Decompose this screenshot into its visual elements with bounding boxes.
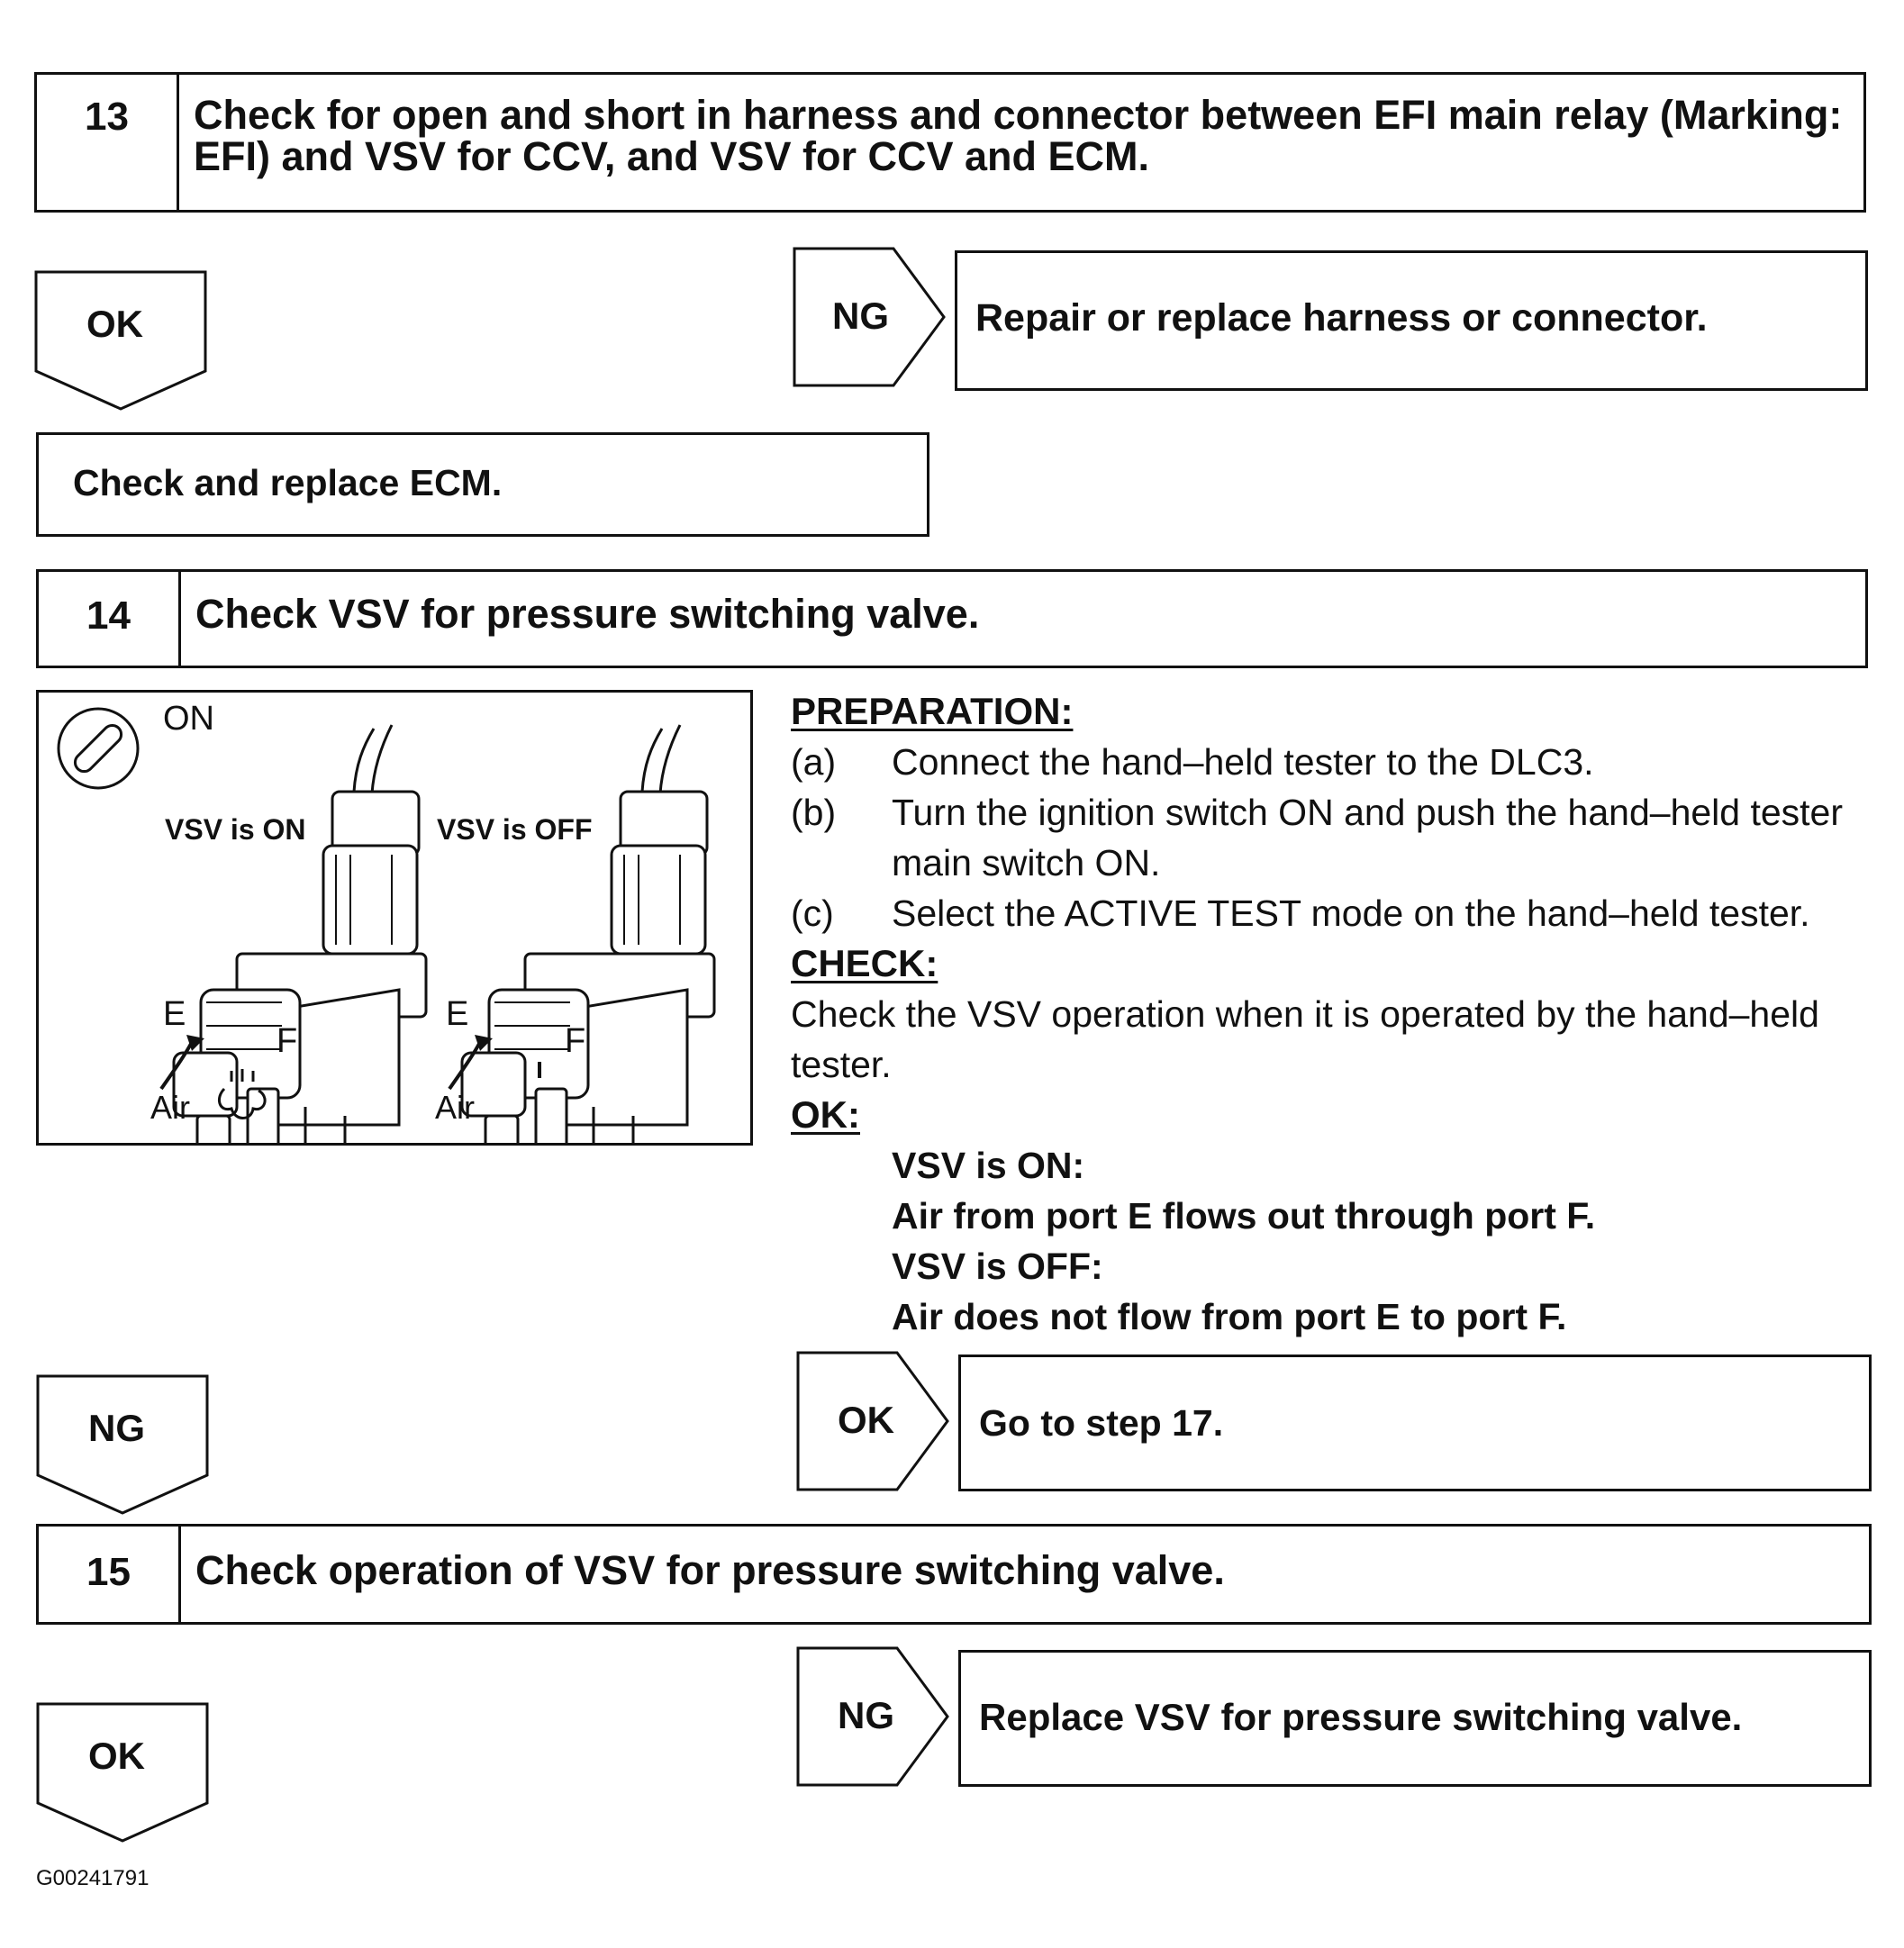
ok-arrow-label: OK xyxy=(86,303,143,345)
on-label: ON xyxy=(163,700,214,738)
port-f-label: F xyxy=(565,1022,586,1060)
ng-arrow-label: NG xyxy=(832,294,889,337)
port-e-label: E xyxy=(446,995,469,1033)
ng-arrow-label: NG xyxy=(838,1694,894,1736)
vsv-off-label: VSV is OFF xyxy=(437,813,593,846)
preparation-item xyxy=(791,737,1872,787)
air-label: Air xyxy=(150,1089,190,1126)
item-text: Turn the ignition switch ON and push the hand–held tester main switch ON. xyxy=(892,792,1844,883)
step-number: 15 xyxy=(39,1527,181,1622)
preparation-header: PREPARATION: xyxy=(791,690,1074,732)
ok-arrow-label: OK xyxy=(838,1399,894,1441)
figure-id: G00241791 xyxy=(36,1866,150,1890)
ok-line: Air from port E flows out through port F. xyxy=(892,1195,1596,1237)
preparation-item xyxy=(791,787,1872,888)
step-13-box xyxy=(34,72,1866,213)
ok-arrow-label: OK xyxy=(88,1735,145,1777)
step-number: 13 xyxy=(37,75,179,210)
vsv-on-valve xyxy=(174,725,426,1143)
check-text: Check the VSV operation when it is operated by the hand–held tester. xyxy=(791,993,1819,1085)
item-label: (c) xyxy=(791,892,834,934)
ok-action-box: Check and replace ECM. xyxy=(36,432,929,537)
step-number: 14 xyxy=(39,572,181,666)
step-title: Check VSV for pressure switching valve. xyxy=(195,591,980,637)
ok-action-box: Go to step 17. xyxy=(958,1355,1872,1491)
step-15-box xyxy=(36,1524,1872,1625)
ok-line: VSV is ON: xyxy=(892,1145,1085,1186)
ng-action-box: Repair or replace harness or connector. xyxy=(955,250,1868,391)
item-text: Connect the hand–held tester to the DLC3. xyxy=(892,741,1594,783)
port-e-label: E xyxy=(163,995,186,1033)
ng-action-box: Replace VSV for pressure switching valve. xyxy=(958,1650,1872,1787)
step-14-box xyxy=(36,569,1868,668)
port-f-label: F xyxy=(277,1022,298,1060)
ok-line: VSV is OFF: xyxy=(892,1246,1103,1287)
air-label: Air xyxy=(435,1089,475,1126)
ok-line: Air does not flow from port E to port F. xyxy=(892,1296,1567,1337)
item-label: (b) xyxy=(791,792,837,833)
ok-criteria xyxy=(791,1140,1872,1342)
item-label: (a) xyxy=(791,741,837,783)
step-title: Check for open and short in harness and connector between EFI main relay (Marking: EFI) and VSV for CCV, and VSV for CCV and ECM. xyxy=(194,92,1843,179)
ng-arrow-label: NG xyxy=(88,1407,145,1449)
vsv-off-valve xyxy=(462,725,714,1143)
step-title: Check operation of VSV for pressure switching valve. xyxy=(195,1547,1225,1593)
procedure-text xyxy=(791,686,1872,1342)
ok-header: OK: xyxy=(791,1093,860,1136)
item-text: Select the ACTIVE TEST mode on the hand–held tester. xyxy=(892,892,1810,934)
vsv-illustration xyxy=(36,690,753,1146)
check-header: CHECK: xyxy=(791,942,938,984)
vsv-on-label: VSV is ON xyxy=(165,813,306,846)
vsv-diagram xyxy=(39,693,750,1143)
preparation-item xyxy=(791,888,1872,938)
